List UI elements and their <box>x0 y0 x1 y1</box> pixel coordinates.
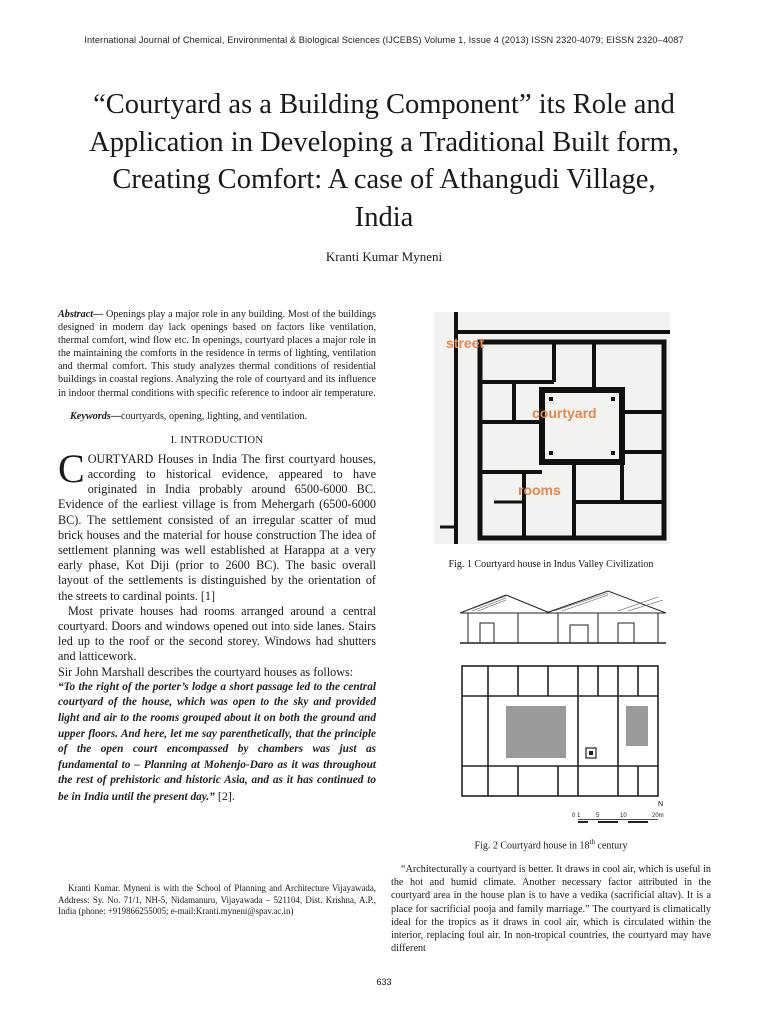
paper-title: “Courtyard as a Building Component” its Role and Application in Developing a Traditional Built form, Creating Comfort: A case of Athangudi Village, India <box>89 89 679 233</box>
journal-header: International Journal of Chemical, Environmental & Biological Sciences (IJCEBS) Volume 1, Issue 4 (2013) ISSN 2320-4079; EISSN 2320–4087 <box>84 35 684 45</box>
intro-text: OURTYARD Houses in India The first courtyard houses, according to historical evidence, appeared to have originated in India probably around 6500-6000 BC. Evidence of the earliest village is from Mehergarh (6500-6000 BC). The settlement consisted of an irregular scatter of mud brick houses and the material for house construction The idea of settlement planning was well established at Harappa at a very early phase, Kot Diji (prior to 2600 BC). The basic overall layout of the settlements is distinguished by the orientation of the streets to cardinal points. [1] <box>58 451 376 603</box>
abstract-lead: Abstract— <box>58 309 104 320</box>
figure-2-courtyard-hatch <box>506 706 566 758</box>
drop-cap: C <box>58 445 85 491</box>
abstract <box>58 308 376 400</box>
author-footnote: Kranti Kumar. Myneni is with the School of Planning and Architecture Vijayawada, Address: Sy. No. 71/1, NH-5, Nidamanuru, Vijayawada – 521104, Dist. Krishna, A.P., India (phone: +919866255005; e-mail:Kranti.myneni@spav.ac.in) <box>58 883 376 917</box>
figure-2-caption-prefix: Fig. 2 Courtyard house in 18 <box>474 840 590 852</box>
abstract-text: Openings play a major role in any building. Most of the buildings designed in modern day lack openings based on factors like ventilation, thermal comfort, wind flow etc. In openings, courtyard places a major role in the maintaining the comforts in the residence in terms of lighting, ventilation and thermal comfort. This study analyzes thermal conditions of residential buildings in coastal regions. Analyzing the role of courtyard and its influence in indoor thermal conditions with specific reference to indoor air temperature. <box>58 309 376 399</box>
figure-2-scale-label: 0 1 <box>572 813 581 819</box>
figure-1-caption: Fig. 1 Courtyard house in Indus Valley Civilization <box>448 559 654 570</box>
figure-2-scale-label: 10 <box>620 813 627 819</box>
figure-1-label-courtyard: courtyard <box>532 405 597 421</box>
keywords-text: courtyards, opening, lighting, and ventilation. <box>120 410 308 422</box>
figure-2-north-label: N <box>658 801 664 808</box>
figure-2-caption <box>391 838 711 851</box>
right-column-paragraph: “Architecturally a courtyard is better. It draws in cool air, which is useful in the hot and humid climate. Another necessary factor attributed in the courtyard area in the house plan is to have a vedika (sacrificial altav). It is a place for sacrificial pooja and family marriage.” The courtyard is climatically ideal for the tropics as it draws in cool air, which is circulated within the interior, replacing foul air. In non-tropical countries, the courtyard may have different <box>391 864 711 955</box>
quote-text: “To the right of the porter’s lodge a short passage led to the central courtyard of the house, which was open to the sky and provided light and air to the rooms grouped about it on both the ground and upper floors. And here, let me say parenthetically, that the principle of the open court encompassed by chambers was just as fundamental to – Planning at Mohenjo-Daro as it was throughout the rest of prehistoric and historic Asia, and as it has continued to be in India until the present day.” <box>58 680 376 803</box>
figure-2-caption-sup: th <box>589 838 595 846</box>
figure-2-caption-suffix: century <box>594 840 628 852</box>
keywords-lead: Keywords— <box>70 410 121 422</box>
page-number: 633 <box>376 977 392 987</box>
keywords <box>58 410 376 423</box>
quote-ref: [2]. <box>214 788 235 803</box>
figure-2-plan-drawing <box>458 656 672 834</box>
figure-2-scale-label: 20m <box>652 813 664 819</box>
figure-1-plan <box>434 312 670 544</box>
figure-2-scale-label: 5 <box>596 813 600 819</box>
author-name: Kranti Kumar Myneni <box>325 249 443 264</box>
figure-2-courtyard-hatch-2 <box>626 706 648 746</box>
figure-1-label-street: street <box>446 335 485 351</box>
marshall-quote <box>58 680 376 806</box>
paragraph-rooms: Most private houses had rooms arranged around a central courtyard. Doors and windows opened out into side lanes. Stairs led up to the roof or the second storey. Windows had shutters and latticework. <box>58 603 376 664</box>
figure-2-section-drawing <box>458 583 668 647</box>
section-number: I. <box>170 434 178 446</box>
paragraph-marshall: Sir John Marshall describes the courtyard houses as follows: <box>58 664 354 679</box>
section-heading <box>58 435 376 446</box>
left-column <box>58 308 376 806</box>
figure-1-label-rooms: rooms <box>518 482 561 498</box>
figure-2-scale-bar <box>578 819 658 823</box>
section-title: INTRODUCTION <box>180 434 264 446</box>
intro-paragraph <box>58 445 376 604</box>
